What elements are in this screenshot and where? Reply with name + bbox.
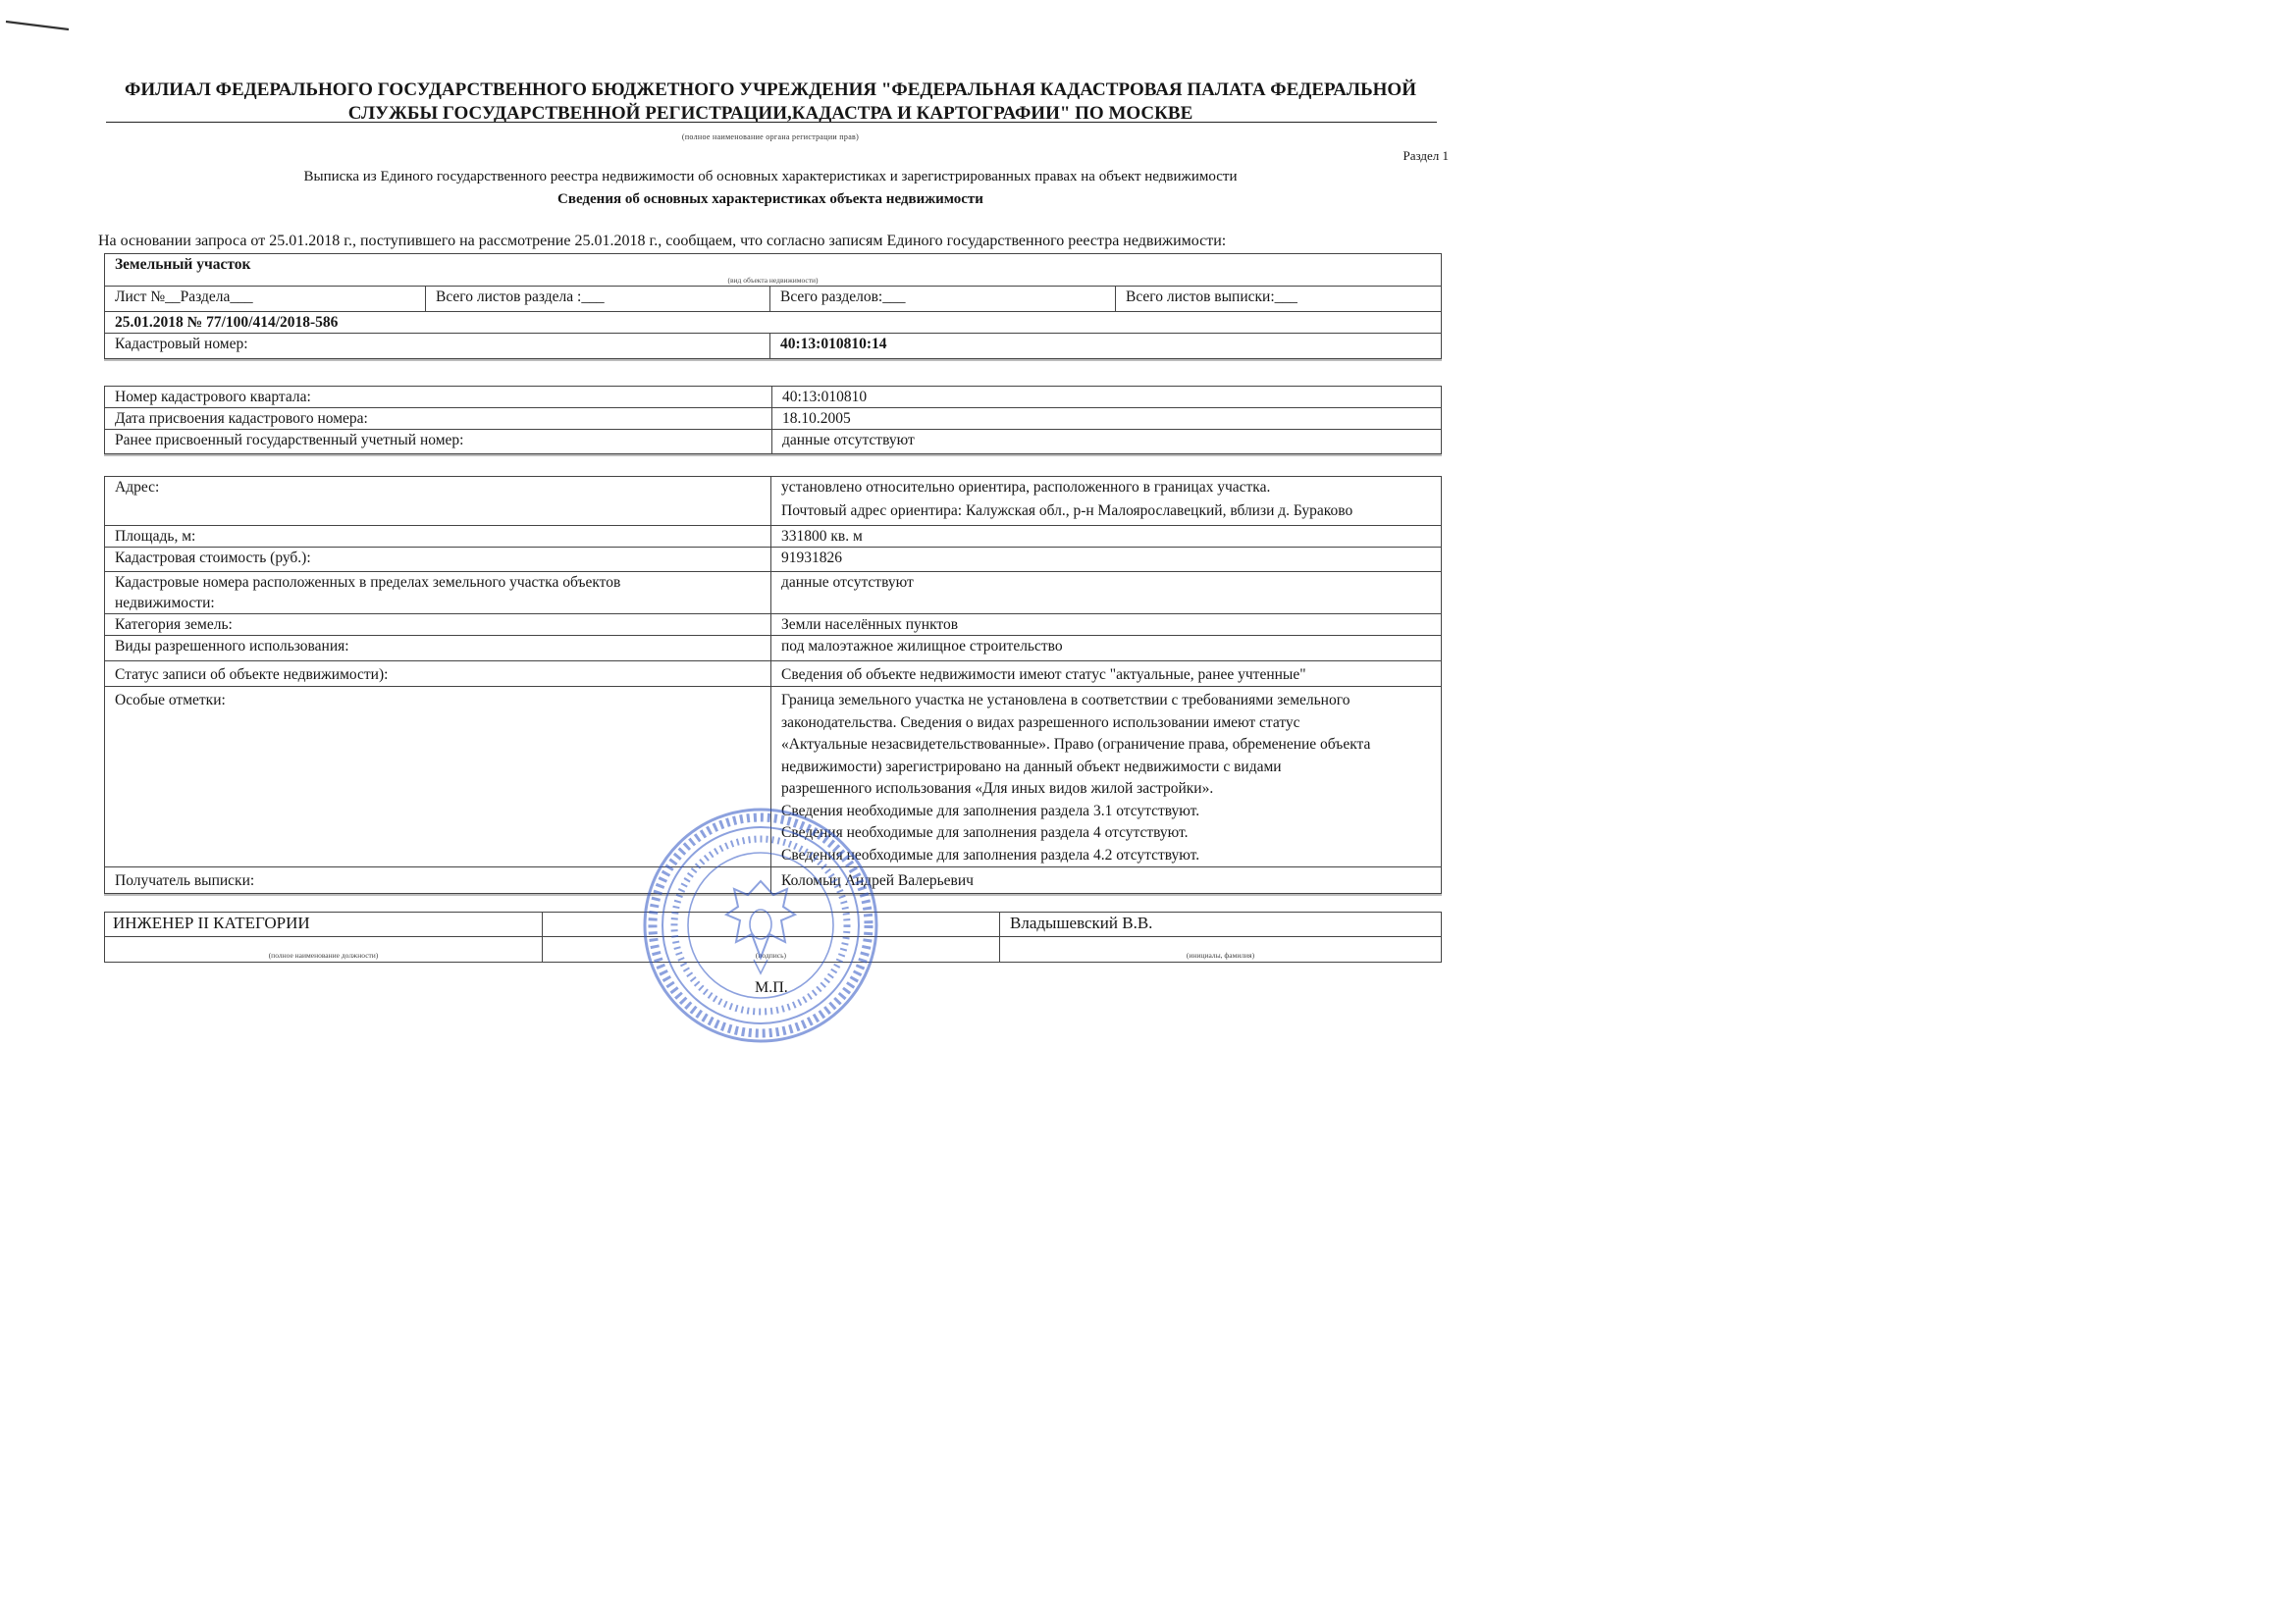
org-name-line1: ФИЛИАЛ ФЕДЕРАЛЬНОГО ГОСУДАРСТВЕННОГО БЮДЖЕТНОГО УЧРЕЖДЕНИЯ "ФЕДЕРАЛЬНАЯ КАДАСТРОВАЯ ПАЛАТА ФЕДЕРАЛЬНОЙ [125, 79, 1416, 100]
org-underline [106, 122, 1437, 123]
recipient-value: Коломыц Андрей Валерьевич [771, 867, 1442, 894]
note-line: «Актуальные незасвидетельствованные». Право (ограничение права, обременение объекта [781, 736, 1371, 753]
pen-mark [4, 20, 71, 31]
org-name-line2: СЛУЖБЫ ГОСУДАРСТВЕННОЙ РЕГИСТРАЦИИ,КАДАСТРА И КАРТОГРАФИИ" ПО МОСКВЕ [347, 103, 1193, 124]
area-label: Площадь, м: [105, 526, 771, 548]
cadastral-number-value: 40:13:010810:14 [770, 334, 1442, 359]
assign-date-label: Дата присвоения кадастрового номера: [105, 408, 772, 430]
position-caption: (полное наименование должности) [105, 937, 543, 963]
quarter-label: Номер кадастрового квартала: [105, 387, 772, 408]
name-caption: (инициалы, фамилия) [1000, 937, 1442, 963]
note-line: Сведения необходимые для заполнения раздела 4 отсутствуют. [781, 824, 1189, 841]
address-line2: Почтовый адрес ориентира: Калужская обл., р-н Малоярославецкий, вблизи д. Бураково [781, 502, 1353, 519]
note-line: недвижимости) зарегистрировано на данный объект недвижимости с видами [781, 758, 1282, 775]
document-subtitle: Сведения об основных характеристиках объекта недвижимости [557, 191, 983, 207]
total-sections: Всего разделов:___ [770, 287, 1116, 312]
cost-value: 91931826 [771, 548, 1442, 572]
address-line1: установлено относительно ориентира, расположенного в границах участка. [781, 479, 1271, 496]
note-line: Граница земельного участка не установлена в соответствии с требованиями земельного [781, 692, 1350, 708]
recipient-label: Получатель выписки: [105, 867, 771, 894]
cost-label: Кадастровая стоимость (руб.): [105, 548, 771, 572]
note-line: законодательства. Сведения о видах разрешенного использовании имеют статус [781, 713, 1300, 731]
extract-date-number: 25.01.2018 № 77/100/414/2018-586 [105, 312, 1442, 334]
registration-table [104, 386, 1442, 454]
object-table [104, 253, 1442, 359]
status-value: Сведения об объекте недвижимости имеют статус "актуальные, ранее учтенные" [771, 661, 1442, 687]
object-type-caption: (вид объекта недвижимости) [105, 276, 1442, 287]
prev-number-value: данные отсутствуют [772, 430, 1442, 454]
position-title: ИНЖЕНЕР II КАТЕГОРИИ [105, 913, 543, 937]
category-label: Категория земель: [105, 614, 771, 636]
category-value: Земли населённых пунктов [771, 614, 1442, 636]
total-sheets-section: Всего листов раздела :___ [426, 287, 770, 312]
inner-objects-label: Кадастровые номера расположенных в пределах земельного участка объектов недвижимости: [105, 572, 771, 614]
inner-objects-value: данные отсутствуют [771, 572, 1442, 614]
total-sheets-extract: Всего листов выписки:___ [1116, 287, 1442, 312]
special-notes-label: Особые отметки: [105, 687, 771, 867]
prev-number-label: Ранее присвоенный государственный учетный номер: [105, 430, 772, 454]
note-line: разрешенного использования «Для иных видов жилой застройки». [781, 780, 1214, 797]
sheet-number: Лист №__Раздела___ [105, 287, 426, 312]
address-label: Адрес: [105, 477, 771, 526]
cadastral-number-label: Кадастровый номер: [105, 334, 770, 359]
official-seal [640, 805, 881, 1046]
object-type: Земельный участок [105, 254, 1442, 276]
note-line: Сведения необходимые для заполнения раздела 4.2 отсутствуют. [781, 846, 1200, 864]
quarter-value: 40:13:010810 [772, 387, 1442, 408]
note-line: Сведения необходимые для заполнения раздела 3.1 отсутствуют. [781, 802, 1200, 819]
org-caption: (полное наименование органа регистрации прав) [681, 132, 860, 141]
section-label: Раздел 1 [1403, 148, 1449, 163]
area-value: 331800 кв. м [771, 526, 1442, 548]
status-label: Статус записи об объекте недвижимости): [105, 661, 771, 687]
assign-date-value: 18.10.2005 [772, 408, 1442, 430]
signature-caption: (подпись) [543, 937, 1000, 963]
seal-place: М.П. [755, 979, 788, 996]
request-basis: На основании запроса от 25.01.2018 г., поступившего на рассмотрение 25.01.2018 г., сообщаем, что согласно записям Единого государственного реестра недвижимости: [98, 233, 1227, 249]
usage-label: Виды разрешенного использования: [105, 636, 771, 661]
document-title: Выписка из Единого государственного реестра недвижимости об основных характеристиках и зарегистрированных правах на объект недвижимости [303, 169, 1238, 184]
signer-name: Владышевский В.В. [1000, 913, 1442, 937]
usage-value: под малоэтажное жилищное строительство [771, 636, 1442, 661]
